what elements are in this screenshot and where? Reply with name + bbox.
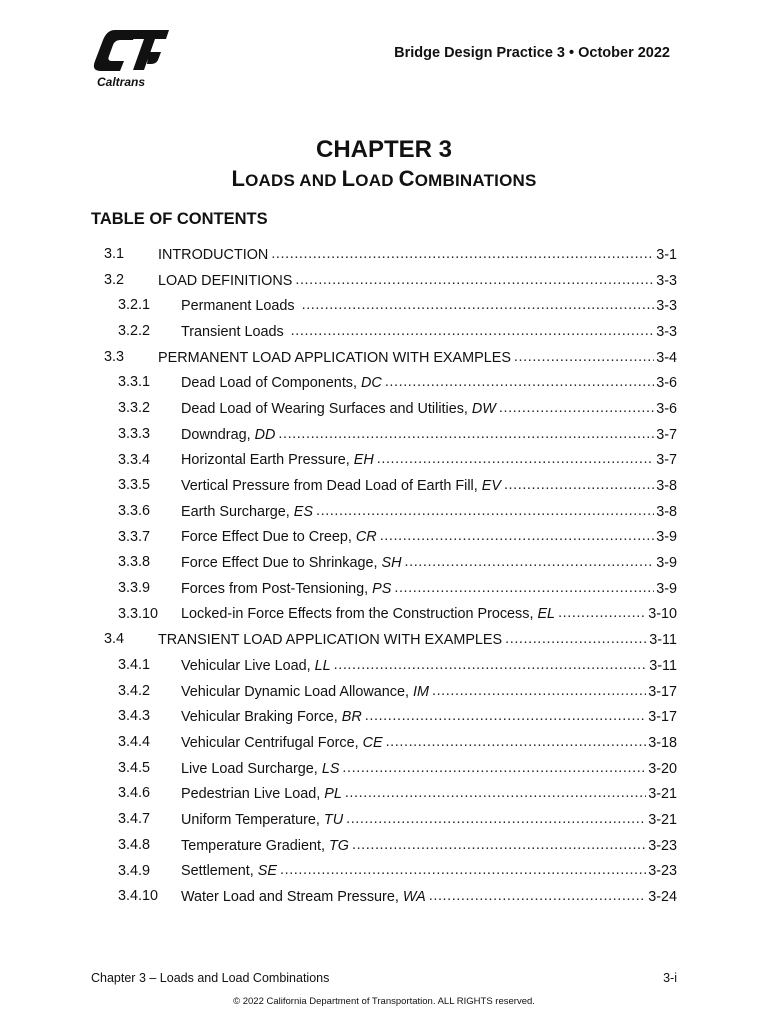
table-of-contents [0, 242, 768, 910]
toc-entry-number: 3.3.1 [118, 374, 151, 391]
toc-entry[interactable] [0, 448, 768, 474]
toc-entry-title-text: Force Effect Due to Creep, [181, 529, 356, 546]
toc-entry-title-text: Permanent Loads [181, 298, 299, 315]
toc-heading: TABLE OF CONTENTS [91, 210, 268, 228]
toc-entry-symbol: LL [314, 657, 331, 674]
toc-entry-number: 3.2.2 [118, 323, 151, 340]
toc-entry-symbol: EL [537, 606, 556, 623]
toc-entry-page: 3-17 [648, 683, 677, 700]
toc-entry-symbol: DD [254, 426, 276, 443]
toc-entry-title-text: Dead Load of Wearing Surfaces and Utilities, [181, 400, 472, 417]
toc-entry-symbol: DW [471, 400, 496, 417]
toc-entry-title-text: INTRODUCTION [158, 246, 269, 263]
toc-entry-number: 3.3.3 [118, 425, 151, 442]
toc-entry-title-text: Vehicular Live Load, [181, 657, 315, 674]
toc-entry-title [181, 786, 342, 802]
toc-entry-title [181, 324, 288, 340]
toc-entry-symbol: SH [381, 555, 402, 572]
toc-entry[interactable] [0, 525, 768, 551]
toc-entry[interactable] [0, 884, 768, 910]
toc-dot-leader [505, 631, 647, 647]
chapter-subtitle [0, 166, 768, 192]
toc-entry[interactable] [0, 396, 768, 422]
toc-entry-title [181, 529, 377, 545]
toc-entry[interactable] [0, 679, 768, 705]
toc-entry-symbol: CR [355, 529, 377, 546]
toc-entry-page: 3-21 [648, 786, 677, 803]
toc-entry-title [181, 735, 383, 751]
toc-entry-title-text: Water Load and Stream Pressure, [181, 889, 403, 906]
toc-entry[interactable] [0, 730, 768, 756]
subtitle-rest: OMBINATIONS [414, 171, 537, 190]
toc-entry-title-text: Pedestrian Live Load, [181, 786, 325, 803]
toc-entry-number: 3.3.10 [118, 605, 159, 622]
toc-entry[interactable] [0, 370, 768, 396]
toc-dot-leader [302, 297, 655, 313]
toc-entry-page: 3-18 [648, 734, 677, 751]
toc-entry-number: 3.4.10 [118, 888, 159, 905]
footer-page-number: 3-i [663, 971, 677, 985]
toc-entry[interactable] [0, 756, 768, 782]
toc-entry-number: 3.3 [104, 348, 125, 365]
toc-entry[interactable] [0, 807, 768, 833]
toc-dot-leader [377, 451, 654, 467]
logo-wordmark: Caltrans [97, 75, 146, 89]
toc-entry[interactable] [0, 653, 768, 679]
toc-dot-leader [380, 528, 654, 544]
subtitle-initial: L [231, 166, 246, 191]
toc-dot-leader [316, 503, 654, 519]
toc-entry[interactable] [0, 242, 768, 268]
toc-entry[interactable] [0, 422, 768, 448]
toc-entry-title-text: Vehicular Centrifugal Force, [181, 734, 363, 751]
toc-entry-title [181, 427, 275, 443]
toc-entry-symbol: LS [321, 760, 340, 777]
toc-dot-leader [429, 888, 646, 904]
toc-entry-number: 3.4.9 [118, 862, 151, 879]
toc-entry-number: 3.4.3 [118, 708, 151, 725]
toc-dot-leader [334, 657, 648, 673]
toc-entry-number: 3.4.4 [118, 734, 151, 751]
toc-entry-page: 3-7 [656, 426, 677, 443]
toc-entry[interactable] [0, 704, 768, 730]
toc-entry-page: 3-23 [648, 837, 677, 854]
toc-entry-number: 3.4 [104, 631, 125, 648]
toc-entry-symbol: CE [362, 734, 383, 751]
toc-entry-page: 3-10 [648, 606, 677, 623]
toc-entry-page: 3-11 [649, 657, 677, 674]
toc-dot-leader [499, 400, 654, 416]
toc-entry-number: 3.3.7 [118, 528, 151, 545]
toc-entry-title-text: PERMANENT LOAD APPLICATION WITH EXAMPLES [158, 349, 511, 366]
toc-entry-title [158, 247, 268, 263]
toc-entry-title-text: Force Effect Due to Shrinkage, [181, 555, 382, 572]
toc-entry-page: 3-21 [648, 811, 677, 828]
toc-dot-leader [504, 477, 654, 493]
toc-dot-leader [278, 426, 654, 442]
caltrans-logo [93, 28, 169, 90]
toc-entry-page: 3-1 [656, 246, 677, 263]
toc-entry-page: 3-8 [656, 503, 677, 520]
toc-entry-number: 3.4.2 [118, 682, 151, 699]
toc-entry-page: 3-6 [656, 400, 677, 417]
toc-entry-title-text: Forces from Post-Tensioning, [181, 580, 373, 597]
toc-entry-page: 3-3 [656, 298, 677, 315]
toc-dot-leader [394, 580, 654, 596]
toc-entry-symbol: TG [328, 837, 349, 854]
toc-entry-title-text: LOAD DEFINITIONS [158, 272, 293, 289]
toc-entry-title-text: Live Load Surcharge, [181, 760, 322, 777]
toc-entry-page: 3-23 [648, 863, 677, 880]
toc-entry-number: 3.3.4 [118, 451, 151, 468]
toc-entry-number: 3.2.1 [118, 297, 151, 314]
toc-entry-title [181, 863, 277, 879]
toc-dot-leader [405, 554, 655, 570]
toc-entry-title [181, 812, 343, 828]
toc-dot-leader [271, 246, 654, 262]
toc-entry-title [158, 350, 511, 366]
toc-entry-symbol: PL [324, 786, 342, 803]
toc-entry[interactable] [0, 293, 768, 319]
toc-entry-number: 3.3.6 [118, 502, 151, 519]
toc-entry[interactable] [0, 473, 768, 499]
toc-dot-leader [385, 374, 654, 390]
toc-dot-leader [345, 785, 646, 801]
toc-entry-symbol: DC [361, 375, 382, 392]
toc-entry-symbol: ES [293, 503, 313, 520]
toc-entry-page: 3-9 [656, 555, 677, 572]
toc-entry-title [158, 273, 292, 289]
toc-entry-title-text: Dead Load of Components, [181, 375, 362, 392]
toc-entry-title [181, 684, 429, 700]
toc-dot-leader [342, 760, 646, 776]
toc-entry-number: 3.1 [104, 246, 125, 262]
toc-entry[interactable] [0, 859, 768, 885]
toc-entry-title [181, 555, 402, 571]
toc-entry-title [181, 298, 299, 314]
toc-entry-title [181, 452, 374, 468]
toc-entry-symbol: BR [341, 709, 362, 726]
toc-entry-number: 3.3.8 [118, 554, 151, 571]
toc-entry-title [181, 504, 313, 520]
toc-entry-title-text: Vehicular Braking Force, [181, 709, 342, 726]
toc-dot-leader [386, 734, 647, 750]
toc-dot-leader [558, 605, 646, 621]
toc-entry-page: 3-17 [648, 709, 677, 726]
running-header: Bridge Design Practice 3 • October 2022 [394, 45, 670, 61]
toc-entry-title-text: Locked-in Force Effects from the Construction Process, [181, 606, 538, 623]
toc-entry-title [181, 581, 391, 597]
toc-entry[interactable] [0, 499, 768, 525]
toc-entry-title [181, 401, 496, 417]
toc-dot-leader [295, 272, 654, 288]
toc-entry-title-text: Vertical Pressure from Dead Load of Earth Fill, [181, 478, 482, 495]
toc-entry-number: 3.4.8 [118, 836, 151, 853]
footer-chapter-label: Chapter 3 – Loads and Load Combinations [91, 971, 330, 985]
toc-entry-title-text: Earth Surcharge, [181, 503, 294, 520]
toc-entry-title [181, 658, 331, 674]
toc-entry-title [158, 632, 502, 648]
toc-entry[interactable] [0, 781, 768, 807]
toc-entry-number: 3.3.2 [118, 400, 151, 417]
toc-entry-title [181, 375, 382, 391]
toc-dot-leader [280, 862, 646, 878]
toc-entry-title [181, 838, 349, 854]
toc-entry-title-text: Downdrag, [181, 426, 255, 443]
toc-entry-page: 3-4 [656, 349, 677, 366]
toc-entry[interactable] [0, 550, 768, 576]
toc-dot-leader [291, 323, 655, 339]
toc-entry-title-text: TRANSIENT LOAD APPLICATION WITH EXAMPLES [158, 632, 503, 649]
subtitle-initial: L [341, 166, 356, 191]
toc-entry[interactable] [0, 268, 768, 294]
toc-dot-leader [432, 683, 646, 699]
toc-dot-leader [352, 837, 646, 853]
toc-entry-title [181, 709, 362, 725]
toc-entry-title [181, 761, 339, 777]
toc-entry-symbol: IM [412, 683, 429, 700]
toc-entry-page: 3-20 [648, 760, 677, 777]
toc-entry-page: 3-6 [656, 375, 677, 392]
toc-entry-number: 3.4.6 [118, 785, 151, 802]
toc-entry[interactable] [0, 345, 768, 371]
toc-entry-number: 3.3.5 [118, 477, 151, 494]
toc-entry-title-text: Uniform Temperature, [181, 811, 324, 828]
toc-entry[interactable] [0, 319, 768, 345]
toc-entry[interactable] [0, 602, 768, 628]
toc-dot-leader [365, 708, 646, 724]
toc-entry-title-text: Transient Loads [181, 323, 288, 340]
toc-entry-symbol: PS [372, 580, 392, 597]
toc-entry-symbol: WA [402, 889, 426, 906]
toc-entry-symbol: TU [323, 811, 344, 828]
copyright-notice: © 2022 California Department of Transportation. ALL RIGHTS reserved. [233, 996, 535, 1007]
toc-entry-title [181, 889, 426, 905]
toc-entry-title-text: Temperature Gradient, [181, 837, 329, 854]
toc-entry-title-text: Horizontal Earth Pressure, [181, 452, 354, 469]
toc-entry-title-text: Vehicular Dynamic Load Allowance, [181, 683, 413, 700]
toc-entry-page: 3-24 [648, 889, 677, 906]
toc-entry-number: 3.4.7 [118, 811, 151, 828]
toc-entry-page: 3-3 [656, 272, 677, 289]
toc-dot-leader [346, 811, 646, 827]
subtitle-rest: OAD [355, 171, 399, 190]
toc-entry-page: 3-3 [656, 323, 677, 340]
toc-entry-page: 3-11 [649, 632, 677, 649]
toc-entry[interactable] [0, 833, 768, 859]
toc-entry-page: 3-9 [656, 529, 677, 546]
toc-entry-symbol: EH [353, 452, 374, 469]
toc-entry-title-text: Settlement, [181, 863, 258, 880]
toc-entry-number: 3.4.5 [118, 759, 151, 776]
toc-entry[interactable] [0, 576, 768, 602]
toc-entry-number: 3.2 [104, 271, 125, 288]
toc-entry-title [181, 478, 501, 494]
toc-entry-symbol: EV [481, 478, 501, 495]
toc-entry-symbol: SE [257, 863, 277, 880]
toc-entry-number: 3.4.1 [118, 657, 151, 673]
subtitle-initial: C [398, 166, 415, 191]
toc-entry-page: 3-8 [656, 478, 677, 495]
toc-dot-leader [514, 349, 654, 365]
toc-entry-number: 3.3.9 [118, 579, 151, 596]
subtitle-rest: OADS AND [245, 171, 342, 190]
toc-entry-page: 3-7 [656, 452, 677, 469]
chapter-title: CHAPTER 3 [315, 136, 453, 163]
toc-entry-page: 3-9 [656, 580, 677, 597]
toc-entry[interactable] [0, 627, 768, 653]
toc-entry-title [181, 606, 555, 622]
